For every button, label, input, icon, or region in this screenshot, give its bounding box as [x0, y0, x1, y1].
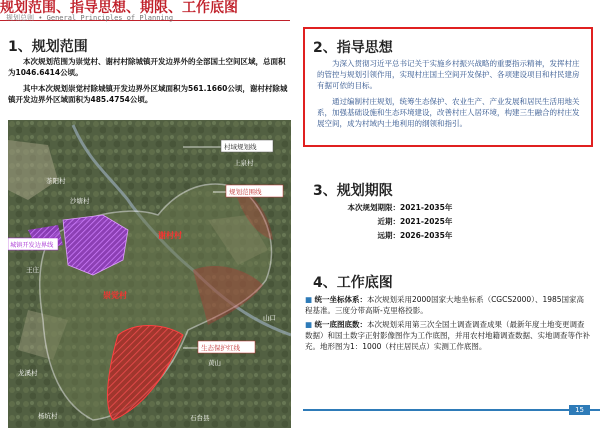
footer-rule: [303, 409, 600, 411]
period-row-value: 2026-2035年: [400, 231, 453, 240]
scope-heading: 1、规划范围: [8, 39, 88, 55]
period-row-label: 远期：: [377, 231, 400, 240]
map-label-place-9: 山口: [263, 314, 276, 322]
period-row-near: [312, 216, 532, 227]
map-label-place-8: 石台县: [190, 414, 210, 422]
guiding-heading: 2、指导思想: [313, 40, 393, 56]
basemap-heading: 4、工作底图: [313, 275, 393, 291]
period-row-value: 2021-2025年: [400, 217, 453, 226]
map-label-place-1: 茶阳村: [46, 177, 66, 185]
planning-map: [8, 120, 291, 428]
basemap-item-text: 本次规划采用第三次全国土调查调查成果（最新年度土地变更调查数据）和国土数字正射影像图作为工作底图，并用农村地籍调查数据、实地调查等作补充。地形图为1：1000（村庄居民点）实测工作底图。: [305, 320, 590, 351]
map-label-place-3: 上泉村: [234, 159, 254, 167]
map-legend-village-boundary: 村域规划线: [224, 143, 257, 151]
basemap-item-coords: [305, 294, 590, 316]
basemap-item-key: 统一底图底数：: [314, 320, 367, 329]
period-row-value: 2021-2035年: [400, 203, 453, 212]
map-label-xiecun: 谢村村: [158, 231, 182, 240]
guiding-paragraph-1: 为深入贯彻习近平总书记关于实施乡村振兴战略的重要指示精神，发挥村庄的管控与规划引领作用，实现村庄国土空间开发保护、各项建设项目和村民建房有据可依的目标。: [317, 59, 580, 90]
page-subtitle: 规划总则 • General Principles of Planning: [6, 14, 174, 22]
map-legend-town-boundary: 城镇开发边界线: [10, 242, 54, 249]
square-bullet-icon: ■: [305, 295, 313, 304]
map-label-place-5: 龙溪村: [18, 369, 38, 377]
period-heading: 3、规划期限: [313, 183, 393, 199]
guiding-paragraph-2: 通过编制村庄规划，统筹生态保护、农业生产、产业发展和居民生活用地关系，加强基础设施和生态环境建设，改善村庄人居环境，构建三生融合的村庄发展空间，成为村域内土地利用的纲领和指引。: [317, 97, 580, 128]
scope-paragraph-2: 其中本次规划崇觉村除城镇开发边界外区域面积为561.1660公顷，谢村村除城镇开发边界外区域面积为485.4754公顷。: [8, 84, 288, 104]
period-row-label: 近期：: [377, 217, 400, 226]
scope-paragraph-1: 本次规划范围为崇觉村、谢村村除城镇开发边界外的全部国土空间区域，总面积为1046.6414公顷。: [8, 57, 286, 77]
period-row-far: [312, 230, 532, 241]
map-legend-plan-boundary: 规划范围线: [229, 188, 262, 196]
map-label-place-6: 黄山: [208, 359, 221, 367]
map-label-place-4: 王庄: [26, 266, 39, 274]
page-title: 规划范围、指导思想、期限、工作底图: [0, 0, 290, 21]
basemap-item-key: 统一坐标体系：: [314, 295, 367, 304]
square-bullet-icon: ■: [305, 320, 313, 329]
basemap-item-text: 本次规划采用2000国家大地坐标系（CGCS2000）、1985国家高程基准。三度分带高斯-克里格投影。: [305, 295, 585, 315]
period-row-label: 本次规划期限：: [347, 203, 400, 212]
map-label-chongjue: 崇觉村: [103, 291, 127, 300]
period-row-total: [312, 202, 532, 213]
map-legend-eco-redline: 生态保护红线: [201, 344, 240, 352]
map-label-place-7: 杨坑村: [38, 412, 58, 420]
page-number: 15: [569, 405, 590, 415]
basemap-item-base: [305, 319, 590, 352]
map-label-place-2: 沙塘村: [70, 197, 90, 205]
